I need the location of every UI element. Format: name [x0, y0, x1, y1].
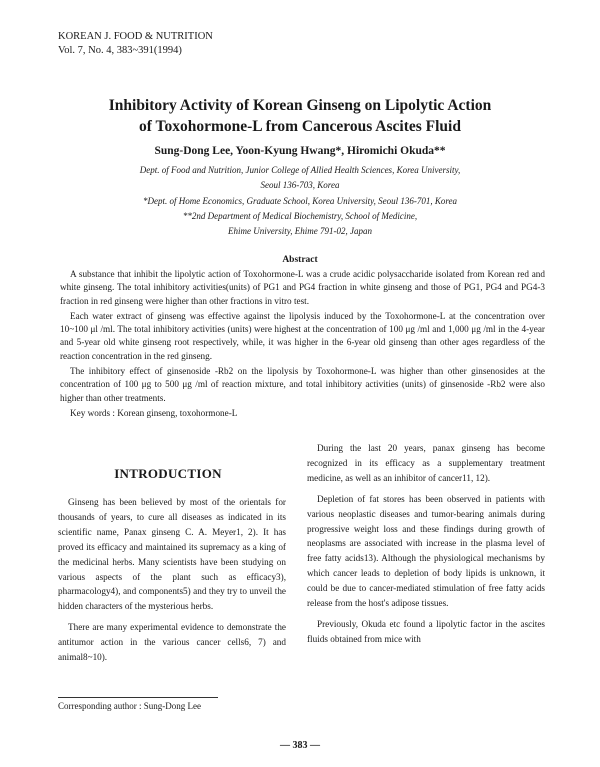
affiliation-3b: Ehime University, Ehime 791-02, Japan — [228, 226, 372, 236]
keywords: Key words : Korean ginseng, toxohormone-L — [70, 407, 238, 418]
author-list: Sung-Dong Lee, Yoon-Kyung Hwang*, Hiromichi Okuda** — [154, 145, 446, 157]
journal-header — [58, 30, 213, 58]
page-number: — 383 — — [280, 740, 320, 751]
abstract-paragraph: A substance that inhibit the lipolytic action of Toxohormone-L was a crude acidic polysaccharide isolated from Korean red and white ginseng. The total inhibitory activities(units) of PG1 and PG4 fraction in white ginseng and those of PG1, PG4 and PG4-3 fraction in red ginseng were higher than other fractions in vitro test. — [60, 269, 545, 306]
journal-issue: Vol. 7, No. 4, 383~391(1994) — [58, 45, 182, 56]
paper-title — [60, 95, 540, 137]
abstract-paragraph: Each water extract of ginseng was effective against the lipolysis induced by the Toxohormone-L at the concentration over 10~100 μl /ml. The total inhibitory activities (units) were highest at the concentration of 100 μg /ml and 1,000 μg /ml in the 4-year and 5-year old white ginseng root respectively, while, it was higher in the 6-year old ginseng than other ages regardless of the reaction concentration in the red ginseng. — [60, 310, 545, 361]
body-paragraph: Ginseng has been believed by most of the orientals for thousands of years, to cure all diseases as indicated in its scientific name, Panax ginseng C. A. Meyer1, 2). It has proved its efficacy and maintained its supremacy as a king of the medicinal herbs. Many scientists have been studying on various aspects of the plant such as efficacy3), pharmacology4), and components5) and they try to unveil the hidden characters of the mysterious herbs. — [58, 497, 286, 612]
abstract-heading: Abstract — [282, 255, 318, 265]
affiliation-1a: Dept. of Food and Nutrition, Junior College of Allied Health Sciences, Korea University, — [139, 165, 461, 175]
title-line-1: Inhibitory Activity of Korean Ginseng on Lipolytic Action — [108, 97, 492, 114]
body-paragraph: There are many experimental evidence to demonstrate the antitumor action in the various cancer cells6, 7) and animal8~10). — [58, 622, 286, 663]
footnote-rule — [58, 697, 218, 698]
abstract-paragraph: The inhibitory effect of ginsenoside -Rb2 on the lipolysis by Toxohormone-L was higher than other ginsenosides at the concentration of 100 μg to 500 μg /ml of reaction mixture, and total inhibitory activities (units) of ginsenoside -Rb2 were also higher than other treatments. — [60, 366, 545, 403]
body-paragraph: During the last 20 years, panax ginseng has become recognized in its efficacy as a supplementary treatment medicine, as well as an inhibitor of cancer11, 12). — [307, 443, 545, 483]
left-column — [58, 495, 286, 671]
abstract-body — [60, 268, 545, 422]
affiliation-1b: Seoul 136-703, Korea — [260, 180, 340, 190]
body-paragraph: Previously, Okuda etc found a lipolytic factor in the ascites fluids obtained from mice with — [307, 618, 545, 644]
title-line-2: of Toxohormone-L from Cancerous Ascites Fluid — [139, 118, 461, 135]
journal-name: KOREAN J. FOOD & NUTRITION — [58, 31, 213, 42]
affiliation-3a: **2nd Department of Medical Biochemistry, School of Medicine, — [182, 211, 418, 221]
affiliation-2: *Dept. of Home Economics, Graduate School, Korea University, Seoul 136-701, Korea — [142, 196, 458, 206]
right-column — [307, 441, 545, 653]
introduction-heading: INTRODUCTION — [114, 466, 222, 481]
corresponding-author-footnote: Corresponding author : Sung-Dong Lee — [58, 701, 201, 711]
body-paragraph: Depletion of fat stores has been observed in patients with various neoplastic diseases and tumor-bearing animals during progressive weight loss and these findings during growth of neoplasms are associated with increase in the plasma level of free fatty acids13). Although the physiological mechanisms by which cancer leads to depletion of body lipids is unknown, it could be due to cancer-mediated stimulation of free fatty acids release from the host's adipose tissues. — [307, 493, 545, 609]
